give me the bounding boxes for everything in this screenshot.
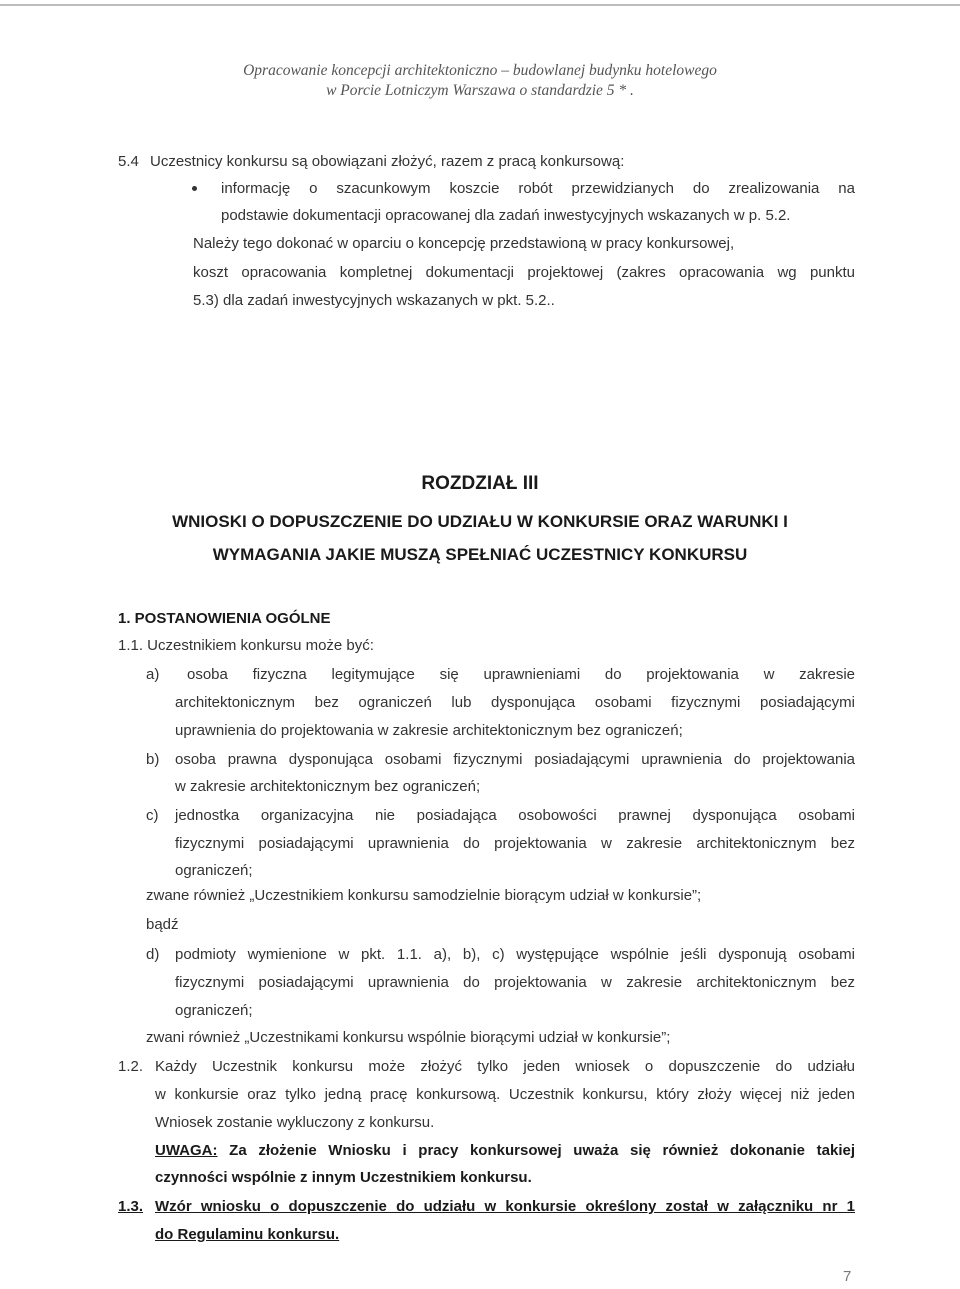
item-d-line-1: podmioty wymienione w pkt. 1.1. a), b), c) występujące wspólnie jeśli dysponują osobami: [175, 946, 855, 963]
paragraph-1-2-line-3: Wniosek zostanie wykluczony z konkursu.: [155, 1114, 435, 1131]
header-line-2: w Porcie Lotniczym Warszawa o standardzie 5 * .: [326, 82, 634, 99]
section-heading: 1. POSTANOWIENIA OGÓLNE: [118, 610, 331, 627]
paragraph-line-3: 5.3) dla zadań inwestycyjnych wskazanych w pkt. 5.2..: [193, 292, 555, 309]
paragraph-1-2-line-2: w konkursie oraz tylko jedną pracę konkursową. Uczestnik konkursu, który złoży więcej niż jeden: [155, 1086, 855, 1103]
item-b-line-2: w zakresie architektonicznym bez ograniczeń;: [175, 778, 481, 795]
section-number: 5.4: [118, 153, 139, 170]
paragraph-1-1: 1.1. Uczestnikiem konkursu może być:: [118, 637, 374, 654]
paragraph-1-3-line-2: do Regulaminu konkursu.: [155, 1226, 340, 1243]
item-b-line-1: osoba prawna dysponująca osobami fizycznymi posiadającymi uprawnienia do projektowania: [175, 751, 855, 768]
item-c-line-2: fizycznymi posiadającymi uprawnienia do projektowania w zakresie architektonicznym bez: [175, 835, 855, 852]
item-d-label: d): [146, 946, 160, 963]
paragraph-line-2: koszt opracowania kompletnej dokumentacji projektowej (zakres opracowania wg punktu: [193, 264, 855, 281]
bullet-line-1: informację o szacunkowym koszcie robót przewidzianych do zrealizowania na: [221, 180, 855, 197]
chapter-title: ROZDZIAŁ III: [421, 473, 539, 494]
paragraph-1-3-number: 1.3.: [118, 1198, 144, 1215]
item-b-label: b): [146, 751, 160, 768]
paragraph-line-1: Należy tego dokonać w oparciu o koncepcję przedstawioną w pracy konkursowej,: [193, 235, 735, 252]
paragraph-1-2-line-1: Każdy Uczestnik konkursu może złożyć tylko jeden wniosek o dopuszczenie do udziału: [155, 1058, 855, 1075]
note-zwane: zwane również „Uczestnikiem konkursu samodzielnie biorącym udział w konkursie”;: [146, 887, 702, 904]
warning-label: UWAGA:: [155, 1142, 218, 1159]
paragraph-1-2-number: 1.2.: [118, 1058, 144, 1075]
item-a-line-1: osoba fizyczna legitymujące się uprawnieniami do projektowania w zakresie: [187, 666, 855, 683]
item-c-line-3: ograniczeń;: [175, 862, 253, 879]
item-a-line-3: uprawnienia do projektowania w zakresie architektonicznym bez ograniczeń;: [175, 722, 683, 739]
bullet-line-2: podstawie dokumentacji opracowanej dla zadań inwestycyjnych wskazanych w p. 5.2.: [221, 207, 791, 224]
note-zwani: zwani również „Uczestnikami konkursu wspólnie biorącymi udział w konkursie”;: [146, 1029, 671, 1046]
page-number: 7: [843, 1268, 852, 1285]
item-c-line-1: jednostka organizacyjna nie posiadająca osobowości prawnej dysponująca osobami: [175, 807, 855, 824]
bullet-icon: [192, 186, 197, 191]
item-a-line-2: architektonicznym bez ograniczeń lub dysponująca osobami fizycznymi posiadającymi: [175, 694, 855, 711]
warning-line-2: czynności wspólnie z innym Uczestnikiem konkursu.: [155, 1169, 532, 1186]
conjunction-badz: bądź: [146, 916, 179, 933]
header-line-1: Opracowanie koncepcji architektoniczno – budowlanej budynku hotelowego: [243, 62, 717, 79]
warning-line-1: [155, 1141, 855, 1161]
top-border-line: [0, 4, 960, 6]
warning-text-1: Za złożenie Wniosku i pracy konkursowej uważa się również dokonanie takiej: [229, 1142, 855, 1159]
chapter-subtitle-2: WYMAGANIA JAKIE MUSZĄ SPEŁNIAĆ UCZESTNICY KONKURSU: [212, 545, 748, 564]
item-d-line-2: fizycznymi posiadającymi uprawnienia do projektowania w zakresie architektonicznym bez: [175, 974, 855, 991]
item-c-label: c): [146, 807, 159, 824]
item-a-label: a): [146, 666, 160, 683]
section-intro: Uczestnicy konkursu są obowiązani złożyć, razem z pracą konkursową:: [150, 153, 625, 170]
chapter-subtitle-1: WNIOSKI O DOPUSZCZENIE DO UDZIAŁU W KONKURSIE ORAZ WARUNKI I: [172, 512, 788, 531]
paragraph-1-3-line-1: Wzór wniosku o dopuszczenie do udziału w konkursie określony został w załączniku nr 1: [155, 1198, 855, 1215]
item-d-line-3: ograniczeń;: [175, 1002, 253, 1019]
